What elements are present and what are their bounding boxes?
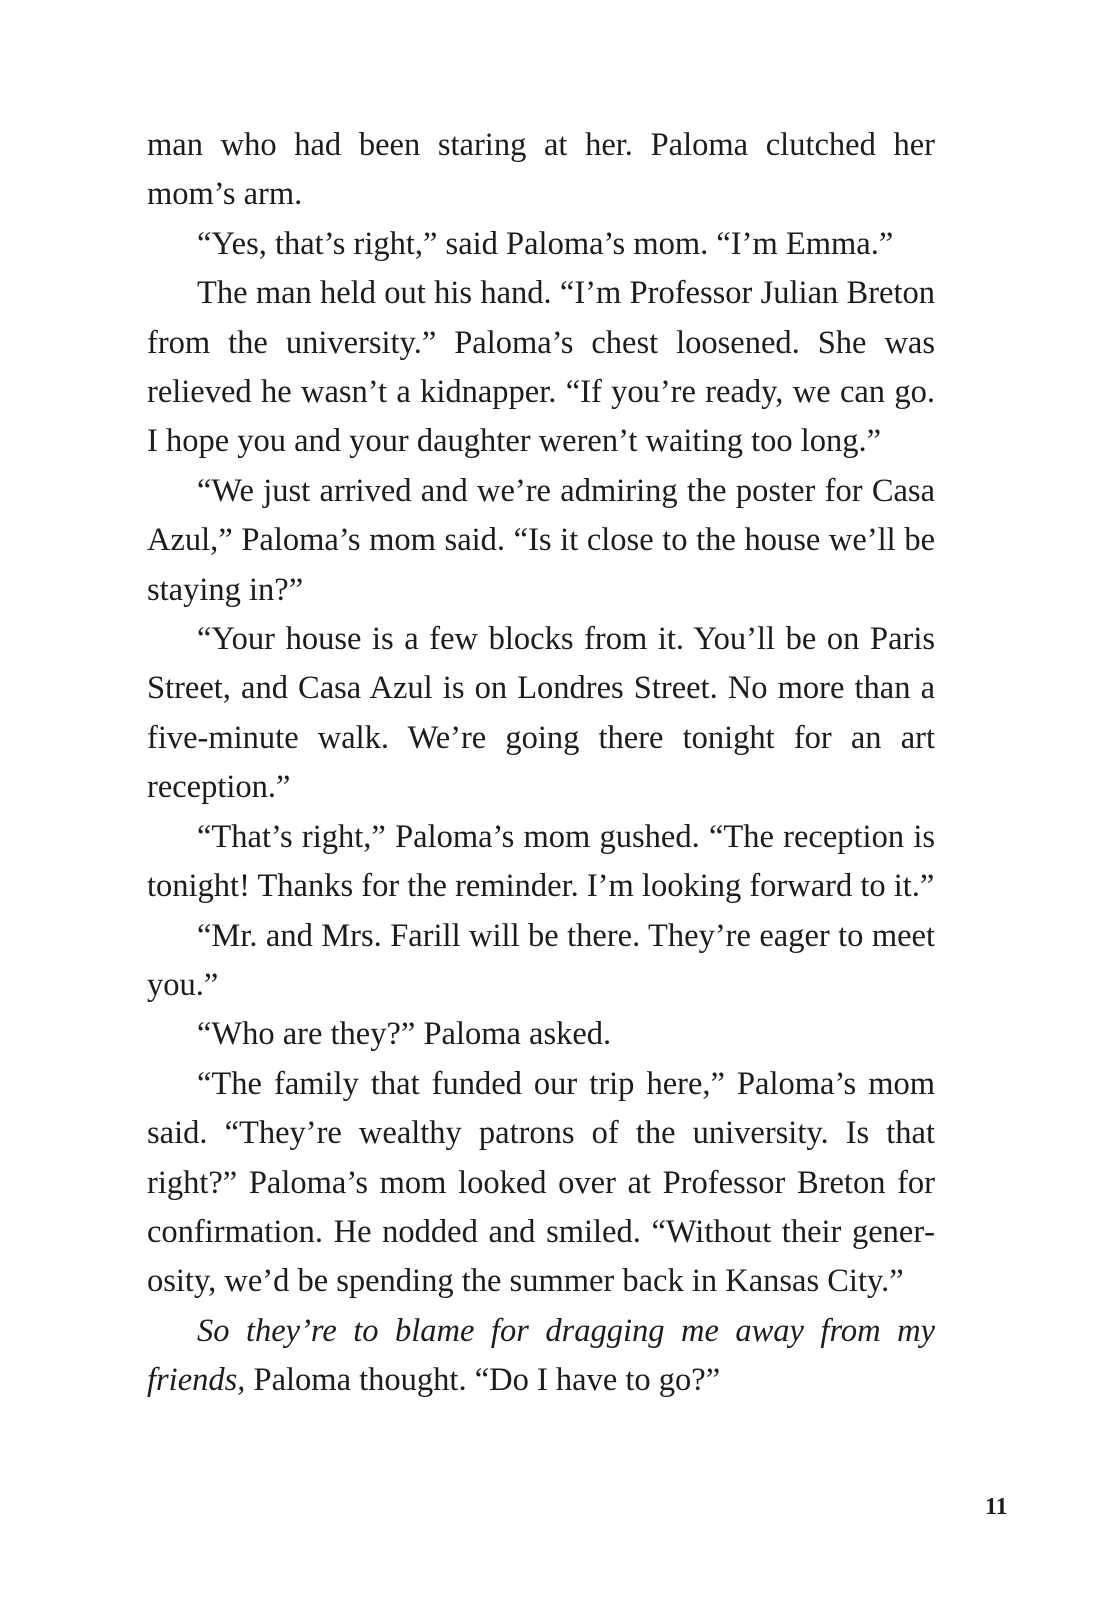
- inner-thought: So they’re to blame for dragging me away from my friends,: [147, 1312, 935, 1399]
- paragraph-7: “Mr. and Mrs. Farill will be there. They’re eager to meet you.”: [147, 917, 935, 1003]
- paragraph-2: “Yes, that’s right,” said Paloma’s mom. “I’m Emma.”: [197, 225, 894, 262]
- page-number: 11: [985, 1494, 1008, 1520]
- paragraph-10: [147, 1307, 935, 1406]
- paragraph-4: “We just arrived and we’re admiring the poster for Casa Azul,” Paloma’s mom said. “Is it close to the house we’ll be staying in?”: [147, 472, 935, 608]
- paragraph-9: “The family that funded our trip here,” Paloma’s mom said. “They’re wealthy patrons of the university. Is that right?” Paloma’s mom looked over at Professor Breton for confirmation. He nodded and smiled. “Without their generosity, we’d be spending the summer back in Kansas City.”: [147, 1065, 935, 1300]
- paragraph-5: “Your house is a few blocks from it. You’ll be on Paris Street, and Casa Azul is on Londres Street. No more than a five-minute walk. We’re going there tonight for an art reception.”: [147, 621, 935, 806]
- paragraph-1: man who had been staring at her. Paloma clutched her mom’s arm.: [147, 127, 935, 213]
- paragraph-3: The man held out his hand. “I’m Professor Julian Breton from the university.” Paloma’s chest loosened. She was relieved he wasn’t a kidnapper. “If you’re ready, we can go. I hope you and your daughter weren’t waiting too long.”: [147, 275, 935, 460]
- paragraph-10-text: Paloma thought. “Do I have to go?”: [245, 1362, 721, 1399]
- body-text: [147, 121, 935, 1406]
- paragraph-8: “Who are they?” Paloma asked.: [197, 1016, 612, 1053]
- paragraph-6: “That’s right,” Paloma’s mom gushed. “The reception is tonight! Thanks for the reminder. I’m looking forward to it.”: [147, 818, 935, 905]
